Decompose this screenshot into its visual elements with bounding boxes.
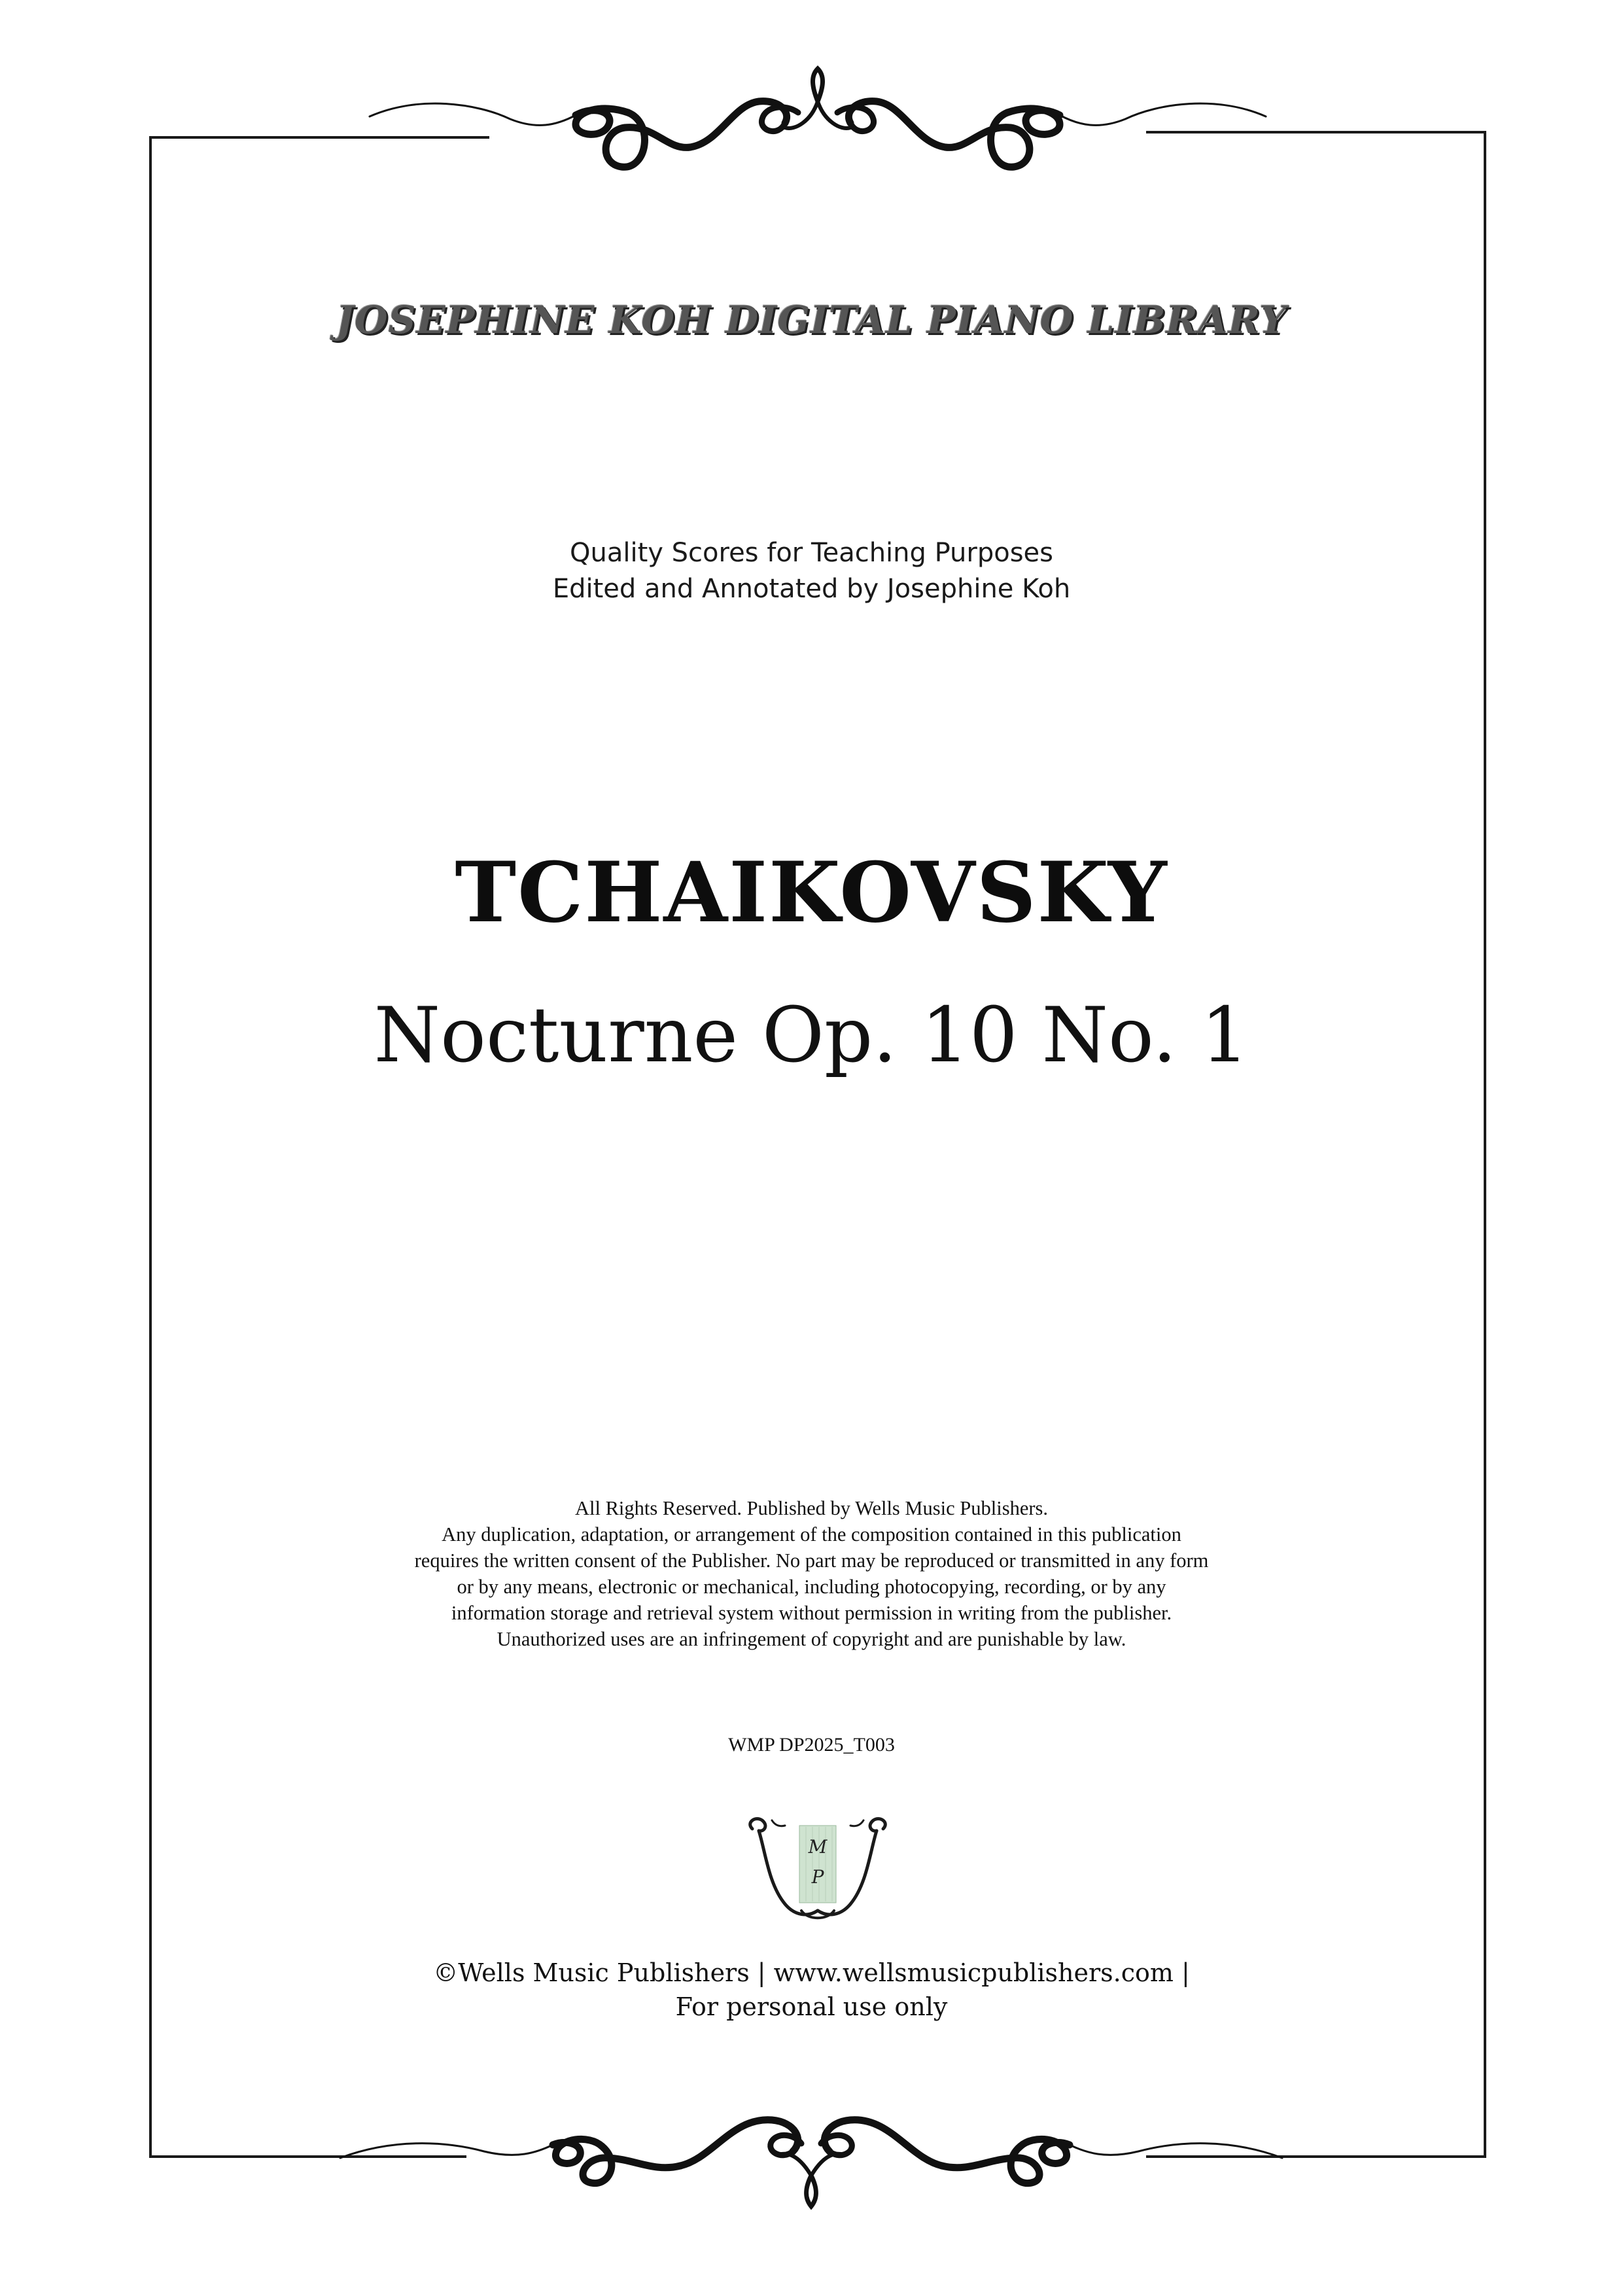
- tagline-teaching: Quality Scores for Teaching Purposes: [570, 538, 1053, 568]
- copyright-line: requires the written consent of the Publisher. No part may be reproduced or transmitted in any form: [414, 1549, 1209, 1572]
- library-name: JOSEPHINE KOH DIGITAL PIANO LIBRARY: [336, 298, 1287, 342]
- copyright-notice: [0, 1495, 1623, 1652]
- catalog-number: WMP DP2025_T003: [728, 1734, 895, 1756]
- tagline-editor: Edited and Annotated by Josephine Koh: [552, 574, 1071, 604]
- copyright-line: All Rights Reserved. Published by Wells Music Publishers.: [574, 1497, 1049, 1519]
- frame-left-rule: [149, 136, 152, 2158]
- copyright-line: Unauthorized uses are an infringement of copyright and are punishable by law.: [497, 1628, 1126, 1650]
- copyright-line: or by any means, electronic or mechanical, including photocopying, recording, or by any: [457, 1576, 1166, 1598]
- publisher-footer-line: ©Wells Music Publishers | www.wellsmusicpublishers.com |: [433, 1958, 1190, 1987]
- work-title: Nocturne Op. 10 No. 1: [374, 991, 1249, 1080]
- lyre-logo-icon: [739, 1812, 896, 1927]
- frame-right-rule: [1484, 131, 1486, 2158]
- copyright-line: Any duplication, adaptation, or arrangement of the composition contained in this publication: [442, 1523, 1181, 1545]
- logo-letter-p: P: [811, 1866, 824, 1888]
- composer-name: TCHAIKOVSKY: [455, 844, 1168, 941]
- usage-footer-line: For personal use only: [675, 1992, 948, 2021]
- bottom-scroll-flourish-icon: [327, 2081, 1295, 2212]
- copyright-line: information storage and retrieval system without permission in writing from the publisher.: [451, 1602, 1172, 1624]
- top-scroll-flourish-icon: [360, 65, 1276, 196]
- logo-letter-m: M: [808, 1836, 828, 1858]
